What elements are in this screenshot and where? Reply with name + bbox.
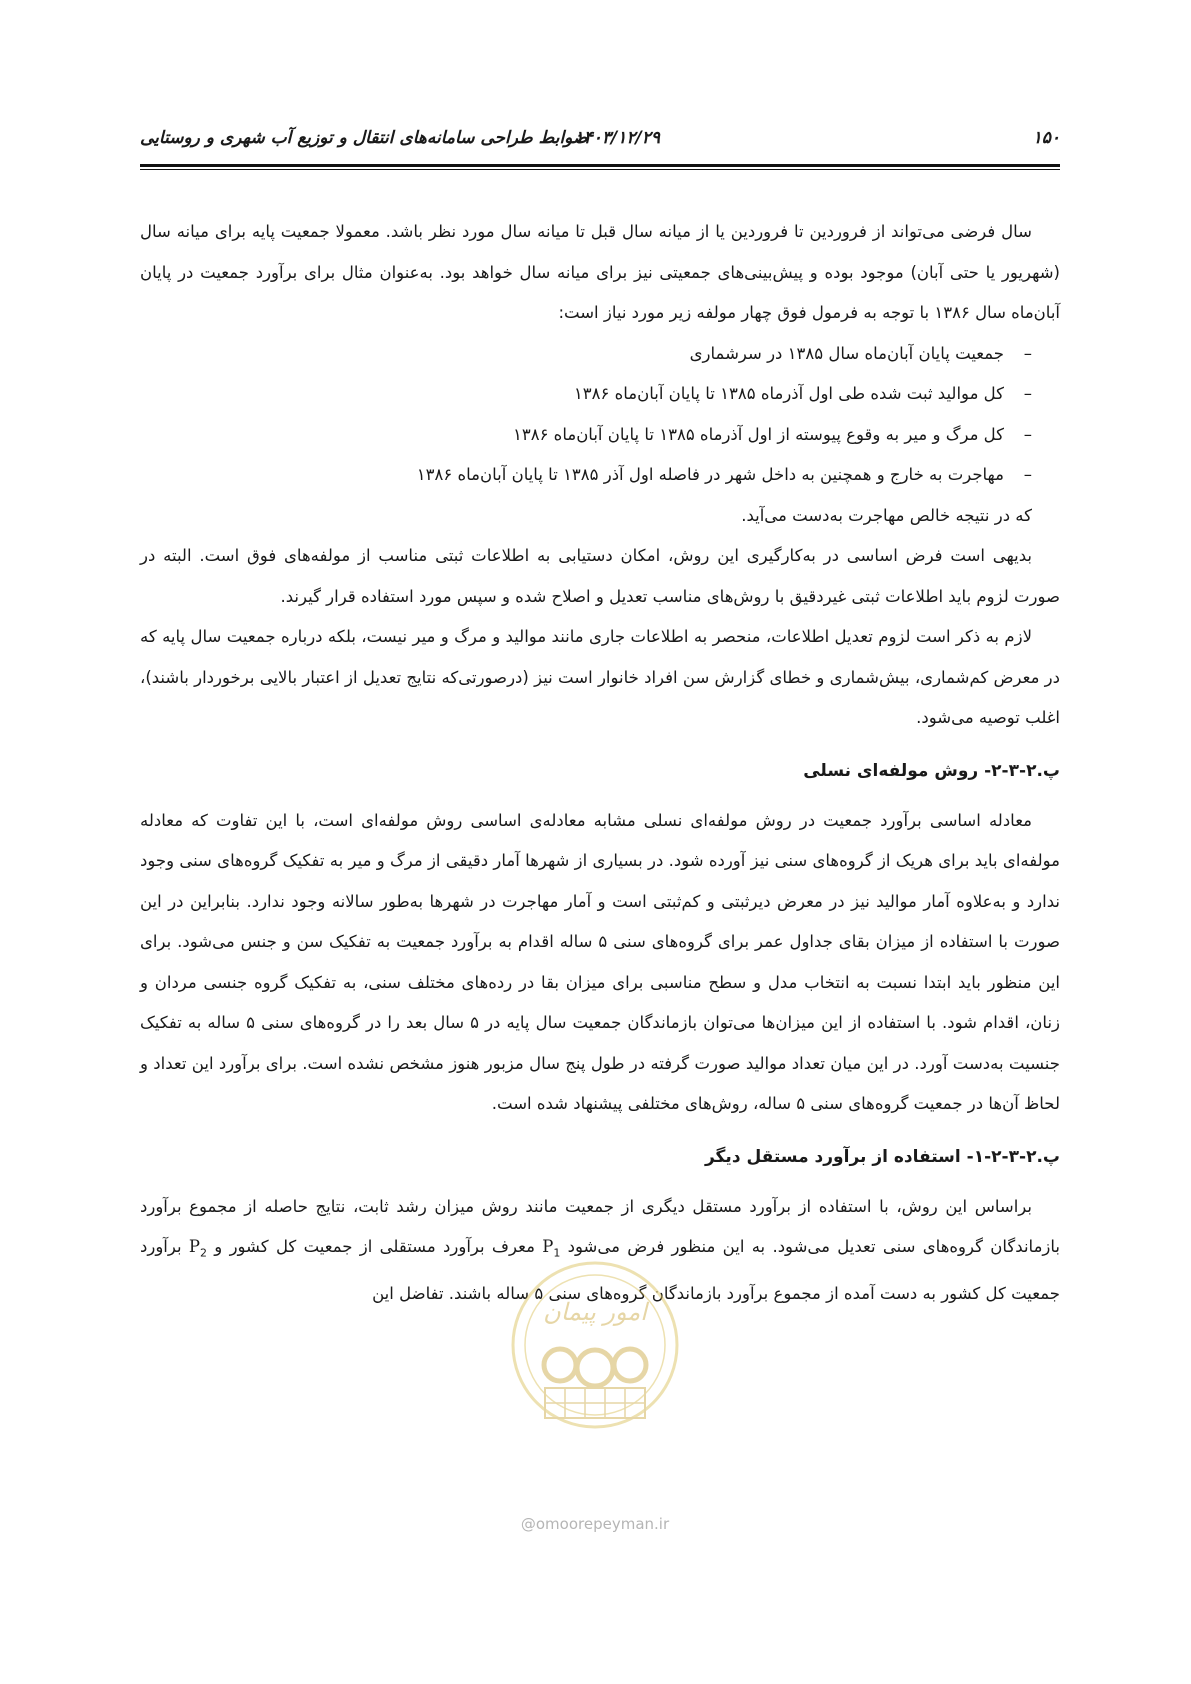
- header-rule: [140, 164, 1060, 167]
- section-heading-cohort-component: پ.۲-۳-۲- روش مولفه‌ای نسلی: [803, 760, 1060, 781]
- list-item: –کل موالید ثبت شده طی اول آذرماه ۱۳۸۵ تا پایان آبان‌ماه ۱۳۸۶: [573, 384, 1032, 403]
- paragraph-cohort-method: معادله اساسی برآورد جمعیت در روش مولفه‌ای نسلی مشابه معادله‌ی اساسی روش مولفه‌ای است، با این تفاوت که معادله مولفه‌ای باید برای هریک از گروه‌های سنی نیز آورده شود. در بسیاری از شهرها آمار دقیقی از مرگ و میر به تفکیک گروه‌های سنی وجود ندارد و به‌علاوه آمار موالید نیز در معرض دیرثبتی و کم‌ثبتی است و آمار مهاجرت در شهرها به‌طور سالانه وجود ندارد. بنابراین در این صورت با استفاده از میزان بقای جداول عمر برای گروه‌های سنی ۵ ساله اقدام به برآورد جمعیت به تفکیک سن و جنس می‌شود. برای این منظور باید ابتدا نسبت به انتخاب مدل و سطح مناسبی برای میزان بقا در رده‌های مختلف سنی، به تفکیک گروه جنسی مردان و زنان، اقدام شود. با استفاده از این میزان‌ها می‌توان بازماندگان جمعیت سال پایه در ۵ سال بعد را در گروه‌های سنی ۵ ساله به تفکیک جنسیت به‌دست آورد. در این میان تعداد موالید صورت گرفته در طول پنج سال مزبور هنوز مشخص نشده است. برای برآورد این تعداد و لحاظ آن‌ها در جمعیت گروه‌های سنی ۵ ساله، روش‌های مختلفی پیشنهاد شده است.: [140, 810, 1060, 1113]
- page-header: [140, 128, 1060, 152]
- component-list: [140, 334, 1060, 496]
- paragraph-adjustment: لازم به ذکر است لزوم تعدیل اطلاعات، منحصر به اطلاعات جاری مانند موالید و مرگ و میر نیست، بلکه درباره جمعیت سال پایه که در معرض کم‌شماری، بیش‌شماری و خطای گزارش سن افراد خانوار است نیز (درصورتی‌که نتایج تعدیل از اعتبار بالایی برخوردار باشند)، اغلب توصیه می‌شود.: [140, 627, 1060, 727]
- document-body: [140, 212, 1060, 1314]
- list-note: که در نتیجه خالص مهاجرت به‌دست می‌آید.: [741, 505, 1032, 525]
- watermark-seal-icon: [505, 1250, 685, 1450]
- paragraph-intro: سال فرضی می‌تواند از فروردین تا فروردین یا از میانه سال قبل تا میانه سال مورد نظر باشد. معمولا جمعیت پایه برای میانه سال (شهریور یا حتی آبان) موجود بوده و پیش‌بینی‌های جمعیتی نیز برای میانه سال خواهد بود. به‌عنوان مثال برای برآورد جمعیت در پایان آبان‌ماه سال ۱۳۸۶ با توجه به فرمول فوق چهار مولفه زیر مورد نیاز است:: [140, 222, 1060, 322]
- list-item: –کل مرگ و میر به وقوع پیوسته از اول آذرماه ۱۳۸۵ تا پایان آبان‌ماه ۱۳۸۶: [512, 424, 1032, 444]
- list-item: –مهاجرت به خارج و همچنین به داخل شهر در فاصله اول آذر ۱۳۸۵ تا پایان آبان‌ماه ۱۳۸۶: [416, 465, 1032, 484]
- header-rule-thin: [140, 169, 1060, 170]
- watermark-url: @omoorepeyman.ir: [520, 1515, 670, 1533]
- paragraph-independent-estimate: براساس این روش، با استفاده از برآورد مستقل دیگری از جمعیت مانند روش میزان رشد ثابت، نتایج حاصله از مجموع برآورد بازماندگان گروه‌های سنی تعدیل می‌شود. به این منظور فرض می‌شود $P_1$ معرف برآورد مستقلی از جمعیت کل کشور و $P_2$ برآورد جمعیت کل کشور به دست آمده از مجموع برآورد بازماندگان گروه‌های سنی ۵ ساله باشند. تفاضل این: [140, 1196, 1060, 1303]
- header-date: ۱۴۰۳/۱۲/۲۹: [574, 128, 660, 148]
- list-item: –جمعیت پایان آبان‌ماه سال ۱۳۸۵ در سرشماری: [689, 343, 1032, 363]
- symbol-p2: $P_2$: [188, 1237, 207, 1260]
- symbol-p1: $P_1$: [542, 1237, 561, 1260]
- header-title: ضوابط طراحی سامانه‌های انتقال و توزیع آب شهری و روستایی: [140, 128, 588, 148]
- section-heading-independent-estimate: پ.۲-۳-۲-۱- استفاده از برآورد مستقل دیگر: [704, 1146, 1060, 1167]
- svg-text:امور پیمان: امور پیمان: [543, 1298, 647, 1326]
- page-number: ۱۵۰: [1032, 128, 1060, 148]
- paragraph-assumption: بدیهی است فرض اساسی در به‌کارگیری این روش، امکان دستیابی به اطلاعات ثبتی مناسب از مولفه‌های فوق است. البته در صورت لزوم باید اطلاعات ثبتی غیردقیق با روش‌های مناسب تعدیل و اصلاح شده و سپس مورد استفاده قرار گیرند.: [140, 546, 1060, 606]
